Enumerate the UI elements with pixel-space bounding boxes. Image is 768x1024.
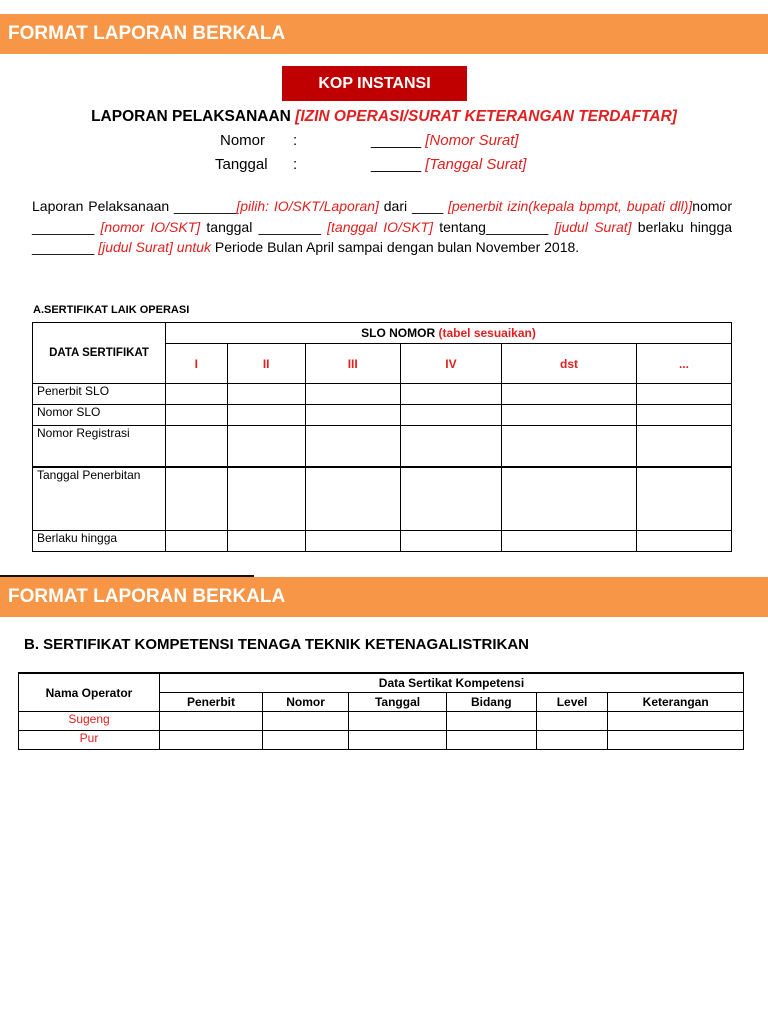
tanggal-colon: : xyxy=(293,156,298,173)
table-row xyxy=(19,731,744,750)
nomor-colon: : xyxy=(293,132,298,149)
para-placeholder-2: [penerbit izin(kepala bpmpt, bupati dll)] xyxy=(447,198,693,214)
header-data-sertifikat: DATA SERTIFIKAT xyxy=(33,323,166,384)
kompetensi-column-header: Bidang xyxy=(446,693,536,712)
table-row xyxy=(33,384,732,405)
slo-column-header: III xyxy=(305,344,400,384)
section-a-title: A.SERTIFIKAT LAIK OPERASI xyxy=(33,304,190,316)
para-placeholder-3: [nomor IO/SKT] xyxy=(100,218,201,235)
nomor-row xyxy=(220,132,519,149)
slo-column-header: II xyxy=(227,344,305,384)
slo-note: (tabel sesuaikan) xyxy=(438,326,536,340)
table-row xyxy=(33,531,732,552)
para-text-4: tanggal ________ xyxy=(200,218,328,235)
header-banner-2: FORMAT LAPORAN BERKALA xyxy=(0,577,768,617)
slo-column-header: ... xyxy=(636,344,731,384)
nomor-label: Nomor xyxy=(220,132,266,149)
para-placeholder-6: [judul Surat] untuk xyxy=(98,239,212,255)
title-prefix: LAPORAN PELAKSANAAN xyxy=(91,108,296,125)
row-label: Nomor SLO xyxy=(33,405,166,426)
nomor-blank: ______ xyxy=(371,132,422,149)
kompetensi-table xyxy=(18,672,744,750)
table-row xyxy=(33,426,732,468)
kompetensi-column-header: Keterangan xyxy=(608,693,744,712)
title-placeholder: [IZIN OPERASI/SURAT KETERANGAN TERDAFTAR] xyxy=(295,108,677,125)
tanggal-row xyxy=(215,156,526,173)
tanggal-label: Tanggal xyxy=(215,156,268,173)
row-label: Tanggal Penerbitan xyxy=(33,467,166,531)
tanggal-blank: ______ xyxy=(371,156,422,173)
row-label: Nomor Registrasi xyxy=(33,426,166,468)
header-banner: FORMAT LAPORAN BERKALA xyxy=(0,14,768,54)
slo-table xyxy=(32,322,732,552)
table-row xyxy=(33,405,732,426)
table-row xyxy=(33,467,732,531)
report-title xyxy=(0,108,768,126)
table-row xyxy=(19,712,744,731)
operator-name: Pur xyxy=(19,731,160,750)
tanggal-value: [Tanggal Surat] xyxy=(425,156,527,173)
para-text-7: Periode Bulan April sampai dengan bulan November 2018. xyxy=(211,239,580,255)
para-text-3: nomor ________ xyxy=(32,198,732,235)
para-placeholder-1: [pilih: IO/SKT/Laporan] xyxy=(236,198,379,214)
para-text-2: dari ____ xyxy=(378,198,448,214)
slo-label: SLO NOMOR xyxy=(361,326,439,340)
slo-column-header: I xyxy=(166,344,228,384)
para-text-6: berlaku hingga ________ xyxy=(32,218,733,255)
kop-instansi-label: KOP INSTANSI xyxy=(282,66,467,101)
slo-column-header: IV xyxy=(400,344,502,384)
kompetensi-column-header: Tanggal xyxy=(349,693,447,712)
kompetensi-column-header: Level xyxy=(536,693,608,712)
kompetensi-column-header: Nomor xyxy=(263,693,349,712)
section-b-title: B. SERTIFIKAT KOMPETENSI TENAGA TEKNIK KETENAGALISTRIKAN xyxy=(24,636,530,653)
header-nama-operator: Nama Operator xyxy=(19,673,160,712)
header-slo-nomor xyxy=(166,323,732,344)
header-data-kompetensi: Data Sertikat Kompetensi xyxy=(160,673,744,693)
kompetensi-column-header: Penerbit xyxy=(160,693,263,712)
operator-name: Sugeng xyxy=(19,712,160,731)
nomor-value: [Nomor Surat] xyxy=(425,132,519,149)
para-placeholder-5: [judul Surat] xyxy=(554,218,632,235)
para-text-5: tentang________ xyxy=(432,218,555,235)
para-placeholder-4: [tanggal IO/SKT] xyxy=(327,218,433,235)
row-label: Penerbit SLO xyxy=(33,384,166,405)
report-paragraph xyxy=(32,196,732,258)
row-label: Berlaku hingga xyxy=(33,531,166,552)
slo-column-header: dst xyxy=(502,344,637,384)
para-text-1: Laporan Pelaksanaan ________ xyxy=(32,198,237,214)
